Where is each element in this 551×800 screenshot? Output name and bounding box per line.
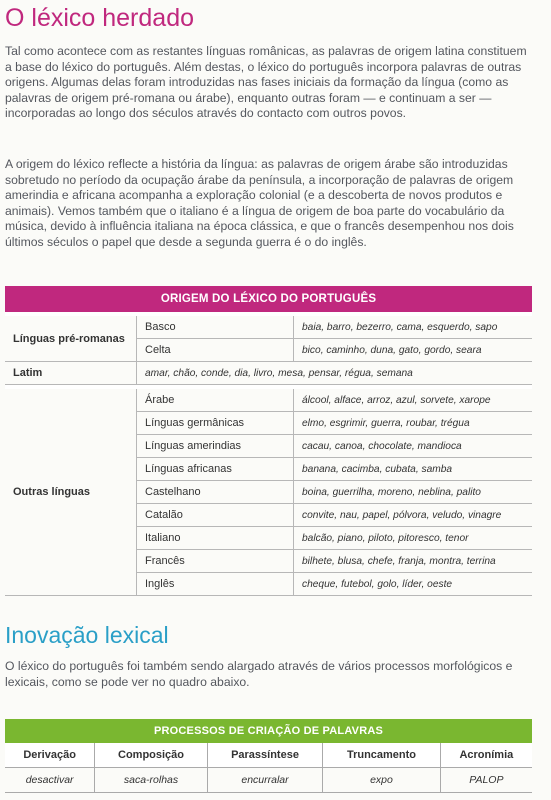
paragraph-origin-history: A origem do léxico reflecte a história da língua: as palavras de origem árabe são introduzidas sobretudo no período da ocupação árabe da península, a incorporação de palavras de origem amerindia e africana acompanha a exploração colonial (e a descoberta de novos produtos e animais). Vemos também que o italiano é a língua de origem de boa parte do vocabulário da música, devido à influência italiana na época clássica, e que o francês desempenhou nos dois últimos séculos o papel que desde a segunda guerra é o do inglês. (5, 157, 514, 249)
origin-cell: Catalão (137, 504, 294, 527)
origin-cell: Italiano (137, 527, 294, 550)
example-cell: PALOP (440, 768, 532, 793)
example-cell: expo (323, 768, 440, 793)
origin-cell: Castelhano (137, 481, 294, 504)
examples-cell: boina, guerrilha, moreno, neblina, palito (294, 481, 533, 504)
paragraph-intro: Tal como acontece com as restantes línguas românicas, as palavras de origem latina constituem a base do léxico do português. Além destas, o léxico do português incorpora palavras de outras origens. Algumas delas foram introduzidas nas fases iniciais da formação da língua (como as palavras de origem pré-romana ou árabe), enquanto outras foram — e continuam a ser — incorporadas ao longo dos séculos através do contacto com outros povos. (5, 44, 527, 121)
column-header: Parassíntese (207, 743, 323, 768)
section-title-lexico-herdado: O léxico herdado (5, 4, 195, 32)
examples-cell: baia, barro, bezerro, cama, esquerdo, sapo (294, 316, 533, 339)
example-cell: saca-rolhas (95, 768, 207, 793)
section-title-inovacao-lexical: Inovação lexical (5, 622, 169, 648)
examples-cell: cacau, canoa, chocolate, mandioca (294, 435, 533, 458)
origin-cell: Celta (137, 339, 294, 362)
origin-cell: Línguas germânicas (137, 412, 294, 435)
examples-cell: banana, cacimba, cubata, samba (294, 458, 533, 481)
category-cell: Línguas pré-romanas (5, 316, 137, 362)
origin-cell: Línguas africanas (137, 458, 294, 481)
category-cell: Outras línguas (5, 389, 137, 596)
origin-cell: Inglês (137, 573, 294, 596)
examples-cell: cheque, futebol, golo, líder, oeste (294, 573, 533, 596)
word-formation-table (5, 719, 532, 793)
examples-cell: amar, chão, conde, dia, livro, mesa, pensar, régua, semana (137, 362, 533, 385)
examples-cell: balcão, piano, piloto, pitoresco, tenor (294, 527, 533, 550)
origin-cell: Basco (137, 316, 294, 339)
lexicon-table-header: ORIGEM DO LÉXICO DO PORTUGUÊS (5, 286, 532, 312)
column-header: Derivação (5, 743, 95, 768)
table-row (5, 768, 532, 793)
examples-cell: álcool, alface, arroz, azul, sorvete, xarope (294, 389, 533, 412)
examples-cell: bico, caminho, duna, gato, gordo, seara (294, 339, 533, 362)
table-row (5, 389, 532, 412)
lexicon-origin-table (5, 286, 532, 596)
column-header: Acronímia (440, 743, 532, 768)
example-cell: encurralar (207, 768, 323, 793)
example-cell: desactivar (5, 768, 95, 793)
origin-cell: Línguas amerindias (137, 435, 294, 458)
table-row (5, 316, 532, 339)
table-row (5, 362, 532, 385)
examples-cell: bilhete, blusa, chefe, franja, montra, terrina (294, 550, 533, 573)
paragraph-lexical-innovation: O léxico do português foi também sendo alargado através de vários processos morfológicos e lexicais, como se pode ver no quadro abaixo. (5, 659, 513, 689)
column-header: Truncamento (323, 743, 440, 768)
examples-cell: convite, nau, papel, pólvora, veludo, vinagre (294, 504, 533, 527)
process-table-header: PROCESSOS DE CRIAÇÃO DE PALAVRAS (5, 719, 532, 743)
origin-cell: Francês (137, 550, 294, 573)
column-header: Composição (95, 743, 207, 768)
origin-cell: Árabe (137, 389, 294, 412)
examples-cell: elmo, esgrimir, guerra, roubar, trégua (294, 412, 533, 435)
category-cell: Latim (5, 362, 137, 385)
